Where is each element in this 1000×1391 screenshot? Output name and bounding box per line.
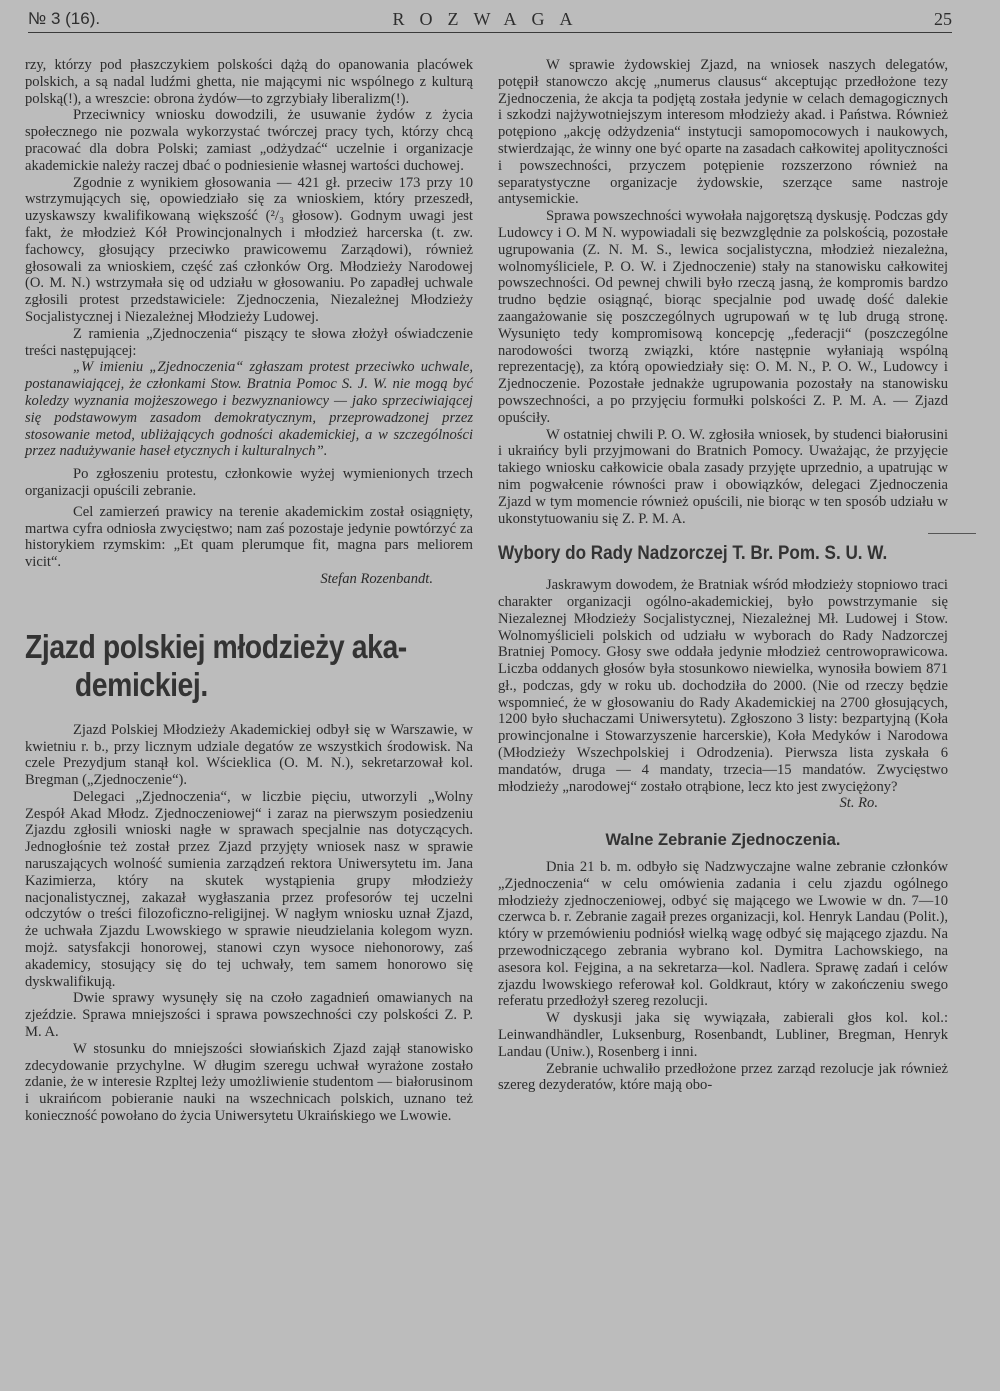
paragraph: W ostatniej chwili P. O. W. zgłosiła wniosek, by studenci białorusini i ukraińcy byli przyjmowani do Bratnich Pomocy. Uważając, że przyjęcie takiego wniosku całkowicie obala zasady przyjęte uprzednio, a upatrując w nim pogwałcenie równości praw i obowiązków, delegaci Zjednoczenia Zjazd w tym momencie również opuścili, nie biorąc w ten sposób udziału w ukonstytuowaniu się Z. P. M. A. [498,426,948,527]
paragraph: Z ramienia „Zjednoczenia“ piszący te słowa złożył oświadczenie treści następującej: [25,325,473,359]
paragraph: Zgodnie z wynikiem głosowania — 421 gł. przeciw 173 przy 10 wstrzymujących się, opowiedziało się za wnioskiem, który przeszedł, uzyskawszy kwalifikowaną większość (²/₃ głosow). Godnym uwagi jest fakt, że młodzież Kół Prowincjonalnych i młodzież harcerska (t. zw. fachowcy, głosujący przeciwko prawicowemu Zarządowi), również głosowali za wnioskiem, część zaś członków Org. Młodzieży Narodowej (O. M. N.) wstrzymała się od udziału w głosowaniu. Po zapadłej uchwale zgłosili protest przedstawiciele: Zjednoczenia, Niezależnej Młodzieży Socjalistycznej i Niezależnej Młodzieży Ludowej. [25,174,473,325]
paragraph: W dyskusji jaka się wywiązała, zabierali głos kol. kol.: Leinwandhändler, Luksenburg, Rosenbandt, Lubliner, Bregman, Henryk Landau (Uniw.), Rosenberg i inni. [498,1010,948,1060]
paragraph: Zebranie uchwaliło przedłożone przez zarząd rezolucje jak również szereg dezyderatów, które mają obo- [498,1060,948,1094]
paragraph: W stosunku do mniejszości słowiańskich Zjazd zajął stanowisko zdecydowanie przychylne. W długim szeregu uchwał wyrażone zostało zdanie, że w interesie Rzpltej leży umożliwienie studentom — białorusinom i ukraińcom pobieranie nauki na wszechnicach polskich, uznano też konieczność powołano do życia Uniwersytetu Ukraińskiego we Lwowie. [25,1040,473,1125]
article-signature: St. Ro. [839,795,878,812]
article-title-zjazd [25,628,489,704]
page-number: 25 [934,9,952,29]
paragraph: W sprawie żydowskiej Zjazd, na wniosek naszych delegatów, potępił stanowczo akcję „numerus clausus“ akceptując przedłożone tezy Zjednoczenia, że akcja ta podjętą została jedynie w celach demagogicznych i szkodzi najżywotniejszym interesom młodzieży akad. i Państwa. Również potępiono „akcję odżydzenia“ instytucji samopomocowych i naukowych, stwierdzając, że winny one być oparte na zasadach całkowitej apolityczności i powszechności, przyczem potępienie rozszerzono również na separatystyczne organizacje żydowskie, szerzące same nastroje antysemickie. [498,57,948,208]
paragraph: rzy, którzy pod płaszczykiem polskości dążą do opanowania placówek polskich, a są nadal ludźmi ghetta, nie mającymi nic wspólnego z kulturą polską(!), a wreszcie: obrona żydów—to zgrzybiały liberalizm(!). [25,57,473,107]
article-title-walne-zebranie: Walne Zebranie Zjednoczenia. [605,831,841,850]
publication-title: ROZWAGA [392,9,588,29]
paragraph: Cel zamierzeń prawicy na terenie akademickim został osiągnięty, martwa cyfra odniosła zwycięstwo; nam zaś pozostaje jedynie powtórzyć za historykiem rzymskim: „Et quam plerumque fit, magna pars meliorem vicit“. [25,503,473,571]
title-line-2: demickiej. [74,665,208,703]
article-signature: Stefan Rozenbandt. [320,570,433,587]
paragraph: Zjazd Polskiej Młodzieży Akademickiej odbył się w Warszawie, w kwietniu r. b., przy licznym udziale degatów ze wszystkich środowisk. Na czele Prezydjum stanął kol. Wścieklica (O. M. N.), sekretarzował kol. Bregman („Zjednoczenie“). [25,721,473,789]
issue-number: № 3 (16). [28,9,101,28]
paragraph: Jaskrawym dowodem, że Bratniak wśród młodzieży stopniowo traci charakter organizacji ogólno-akademickiej, było powstrzymanie się Niezaleznej Młodzieży Socjalistycznej, Niezależnej Mł. Ludowej i Stow. Wolnomyślicieli polskich od udziału w wyborach do Rady Nadzorczej Bratniej Pomocy. Głosy swe oddała jedynie młodzież centrowoprawicowa. Liczba oddanych głosów była stosunkowo niewielka, wynosiła bowiem 871 gł., podczas, gdy w roku ub. dochodziła do 2000. (Nie od rzeczy będzie wspomnieć, że w głosowaniu do Rady Akademickiej na 2700 głosujących, 1200 było słuchaczami Uniwersytetu). Zgłoszono 3 listy: bezpartyjną (Koła prowincjonalne i Stowarzyszenie harcerskie), Koła Medyków i Narodowa (Młodzieży Wszechpolskiej i Odrodzenia). Pierwsza lista zyskała 6 mandatów, druga — 4 mandaty, trzecia—15 mandatów. Zwycięstwo młodzieży „narodowej“ zostało otrąbione, lecz kto jest zwyciężony? [498,577,948,795]
protest-quote: „W imieniu „Zjednoczenia“ zgłaszam protest przeciwko uchwale, postanawiającej, że członkami Stow. Bratnia Pomoc S. J. W. nie mogą być koledzy wyznania mojżeszowego i bezwyznaniowcy — jako sprzeciwiającej się podstawowym zasadom demokratycznym, przeprowadzonej przez stosowanie metod, ubliżających godności akademickiej, a w szczególności przez nadużywanie haseł etycznych i kulturalnych”. [25,359,473,460]
divider [928,533,976,534]
paragraph: Dnia 21 b. m. odbyło się Nadzwyczajne walne zebranie członków „Zjednoczenia“ w celu omówienia zadania i celu zjazdu ogólnego młodzieży zjednoczeniowej, odbyć się mającego we Lwowie w dn. 7—10 czerwca b. r. Zebranie zagaił prezes organizacji, kol. Henryk Landau (Polit.), który w przemówieniu podniósł wielką wagę odbyć się mającego zjazdu. Na przewodniczącego zebrania wybrano kol. Dymitra Lachowskiego, na asesora kol. Fejgina, a na sekretarza—kol. Nadlera. Sprawę zadań i celów zjazdu lwowskiego referował kol. Goldkraut, który w zakończeniu swego referatu przedłożył szereg rezolucji. [498,859,948,1010]
article-title-wybory: Wybory do Rady Nadzorczej T. Br. Pom. S. U. W. [498,543,888,565]
left-column [25,57,473,1125]
page-header [28,6,952,33]
paragraph: Po zgłoszeniu protestu, członkowie wyżej wymienionych trzech organizacji opuścili zebranie. [25,466,473,499]
paragraph: Delegaci „Zjednoczenia“, w liczbie pięciu, utworzyli „Wolny Zespół Akad Młodz. Zjednoczeniowej“ i zaraz na pierwszym posiedzeniu Zjazdu zgłosili wnioski nagłe w sprawach specjalnie nas dotyczących. Jednogłośnie też został przez Zjazd przyjęty wniosek nasz w sprawie naruszających wolność sumienia zarządzeń rektora Uniwersytetu im. Jana Kazimierza, który na skutek wystąpienia grupy młodzieży nacjonalistycznej, zakazał wygłaszania przez profesorów tej uczelni odczytów o treści filozoficzno-religijnej. W nagłym wniosku uznał Zjazd, że uchwała Zjazdu Lwowskiego w sprawie nieudzielania kolegom wyzn. mojż. satysfakcji honorowej, stanowi czyn wysoce niehonorowy, zaś akademicy, stosujący się do tej uchwały, tem samem honorowo się dyskwalifikują. [25,788,473,990]
title-line-1: Zjazd polskiej młodzieży aka- [25,627,407,665]
paragraph: Przeciwnicy wniosku dowodzili, że usuwanie żydów z życia społecznego nie pozwala wykorzystać twórczej pracy tych, którzy chcą pracować dla dobra Polski; zamiast „odżydzać“ uczelnie i organizacje akademickie należy raczej dbać o podniesienie własnej wartości duchowej. [25,107,473,174]
paragraph: Sprawa powszechności wywołała najgorętszą dyskusję. Podczas gdy Ludowcy i O. M N. wypowiadali się bezwzględnie za polskością, pozostałe ugrupowania (Z. N. M. S., lewica socjalistyczna, młodzież niezależna, wolnomyśliciele, P. O. W. i Zjednoczenie) stały na stanowisku całkowitej powszechności. Od pewnej chwili było rzeczą jasną, że kompromis bardzo trudno będzie osiągnąć, biorąc specjalnie pod uwadę dość dalekie zaangażowanie się poszczególnych ugrupowań w tę lub drugą stronę. Wysunięto tedy kompromisową koncepcję „federacji“ (poszczególne narodowości tworzą związki, które następnie wyłaniają wspólną reprezentację), za którą opowiedziały się: O. M. N., P. O. W., Ludowcy i Zjednoczenie. Pozostałe jednakże ugrupowania pozostały na stanowisku powszechności, a po przyjęciu formułki polskości Z. P. M. A. — Zjazd opuściły. [498,208,948,426]
right-column [498,57,948,1094]
paragraph: Dwie sprawy wysunęły się na czoło zagadnień omawianych na zjeździe. Sprawa mniejszości i sprawa powszechności czy polskości Z. P. M. A. [25,990,473,1041]
